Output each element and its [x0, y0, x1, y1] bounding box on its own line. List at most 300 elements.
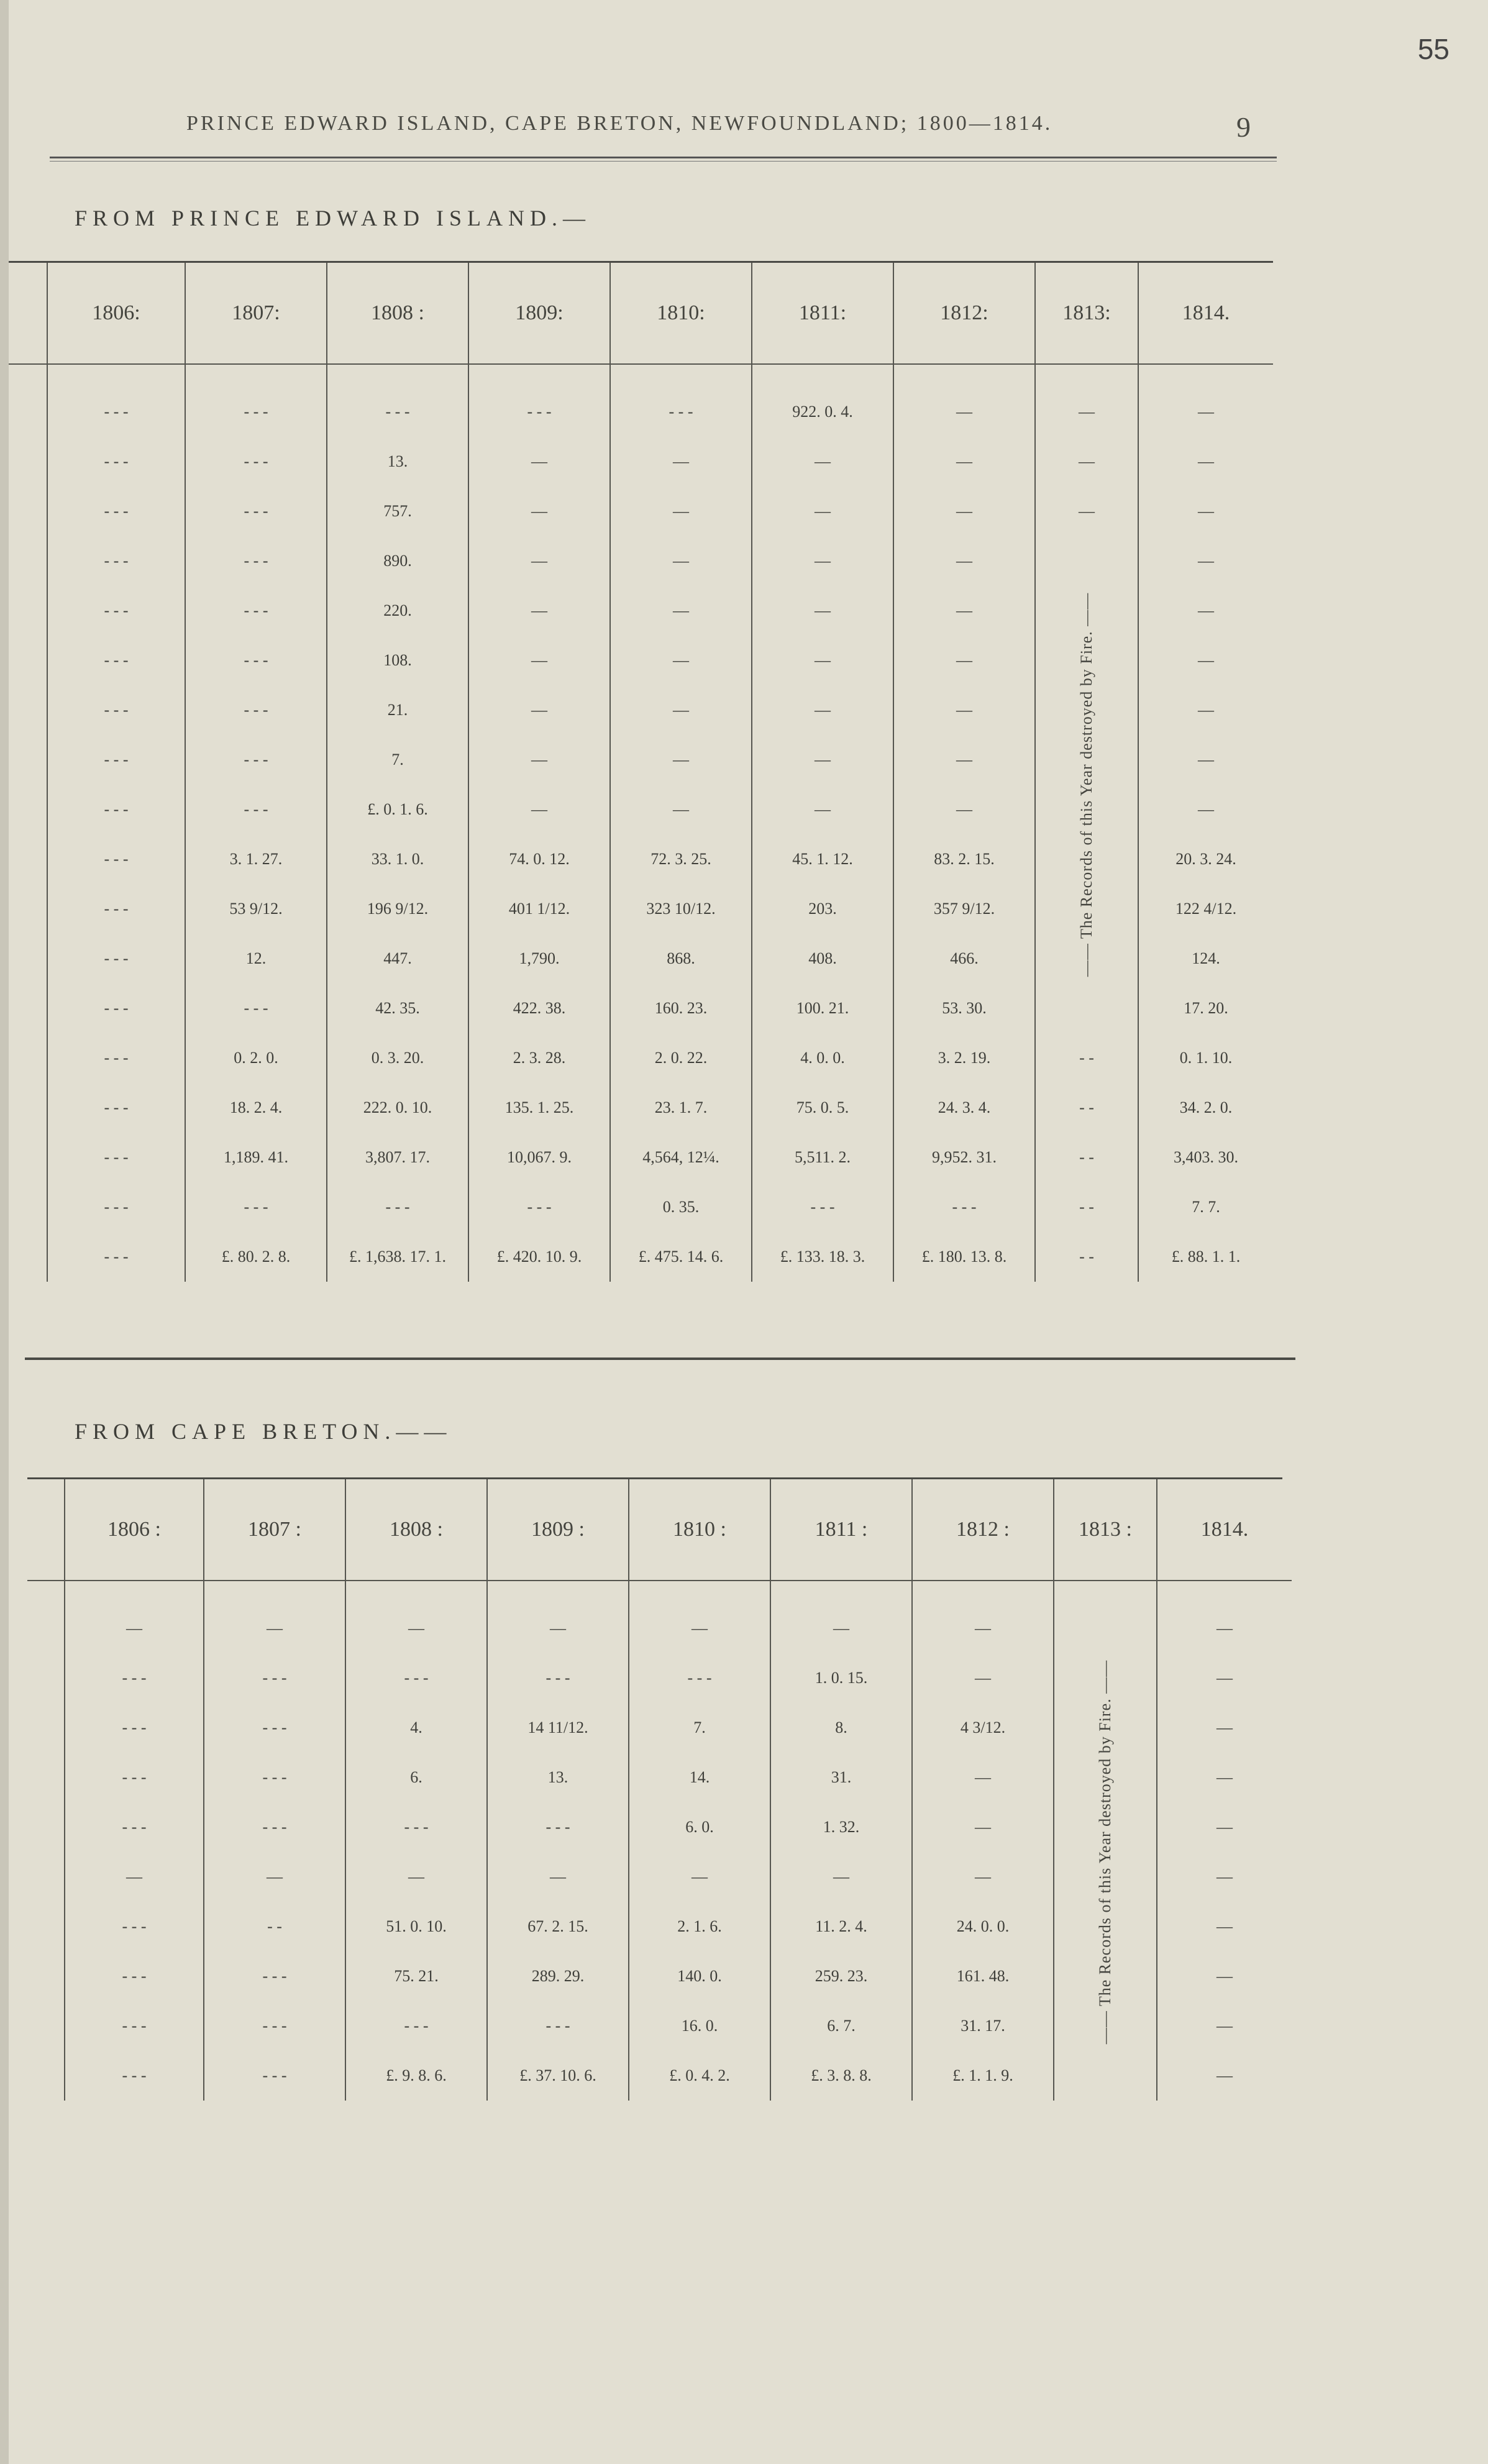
- table-cell: £. 133. 18. 3.: [752, 1232, 893, 1282]
- table-cell: —: [1035, 437, 1138, 486]
- table-cell: —: [629, 1604, 770, 1653]
- table-cell: [1054, 1604, 1157, 2101]
- row-margin: [9, 1182, 47, 1232]
- table-cell: —: [893, 387, 1035, 437]
- table-cell: - - -: [47, 486, 185, 536]
- table-row: [9, 437, 1273, 486]
- fire-note: —— The Records of this Year destroyed by Fire. ——: [1096, 1659, 1114, 2045]
- table-cell: —: [893, 536, 1035, 586]
- table-cell: —: [610, 486, 752, 536]
- table-cell: —: [468, 586, 610, 636]
- pei-header-row: [9, 263, 1273, 364]
- table-cell: —: [912, 1653, 1054, 1703]
- table-cell: - - -: [47, 586, 185, 636]
- spacer-cell: [610, 364, 752, 387]
- table-cell: £. 1. 1. 9.: [912, 2051, 1054, 2101]
- table-cell: - - -: [47, 437, 185, 486]
- table-cell: —: [1157, 1902, 1292, 1951]
- table-cell: —: [65, 1852, 204, 1902]
- table-cell: —: [1157, 1653, 1292, 1703]
- table-cell: - - -: [487, 1653, 629, 1703]
- row-margin: [9, 685, 47, 735]
- table-cell: - - -: [185, 735, 327, 785]
- table-cell: - -: [1035, 1033, 1138, 1083]
- row-margin: [27, 1604, 65, 1653]
- table-cell: [1035, 536, 1138, 1033]
- table-cell: 7.: [327, 735, 468, 785]
- table-cell: —: [1138, 387, 1273, 437]
- table-cell: 6. 0.: [629, 1802, 770, 1852]
- row-margin: [9, 1232, 47, 1282]
- table-cell: 3,403. 30.: [1138, 1133, 1273, 1182]
- table-row: [9, 1083, 1273, 1133]
- table-cell: —: [912, 1604, 1054, 1653]
- table-cell: —: [912, 1753, 1054, 1802]
- table-cell: —: [893, 785, 1035, 834]
- table-cell: 75. 21.: [345, 1951, 487, 2001]
- table-cell: - - -: [47, 735, 185, 785]
- table-row: [9, 1133, 1273, 1182]
- table-cell: 6.: [345, 1753, 487, 1802]
- page-edge-shadow: [0, 0, 9, 2464]
- table-row: [9, 536, 1273, 586]
- cb-table: [27, 1479, 1292, 2101]
- table-cell: 6. 7.: [770, 2001, 912, 2051]
- table-cell: - - -: [47, 387, 185, 437]
- table-cell: —: [893, 636, 1035, 685]
- spacer-cell: [1035, 364, 1138, 387]
- table-cell: £. 1,638. 17. 1.: [327, 1232, 468, 1282]
- head-rule: [50, 157, 1277, 162]
- table-cell: —: [1138, 685, 1273, 735]
- table-row: [9, 387, 1273, 437]
- table-cell: £. 0. 4. 2.: [629, 2051, 770, 2101]
- table-cell: 2. 1. 6.: [629, 1902, 770, 1951]
- year-header: 1809 :: [487, 1479, 629, 1581]
- year-header: 1808 :: [327, 263, 468, 364]
- year-header: 1813:: [1035, 263, 1138, 364]
- table-cell: - - -: [487, 1802, 629, 1852]
- table-cell: - - -: [327, 387, 468, 437]
- table-cell: —: [345, 1852, 487, 1902]
- running-head: PRINCE EDWARD ISLAND, CAPE BRETON, NEWFOUNDLAND; 1800—1814.: [186, 112, 1053, 135]
- row-margin: [9, 1133, 47, 1182]
- table-cell: —: [752, 486, 893, 536]
- row-margin: [9, 636, 47, 685]
- table-cell: 23. 1. 7.: [610, 1083, 752, 1133]
- table-cell: - - -: [185, 636, 327, 685]
- table-cell: 74. 0. 12.: [468, 834, 610, 884]
- table-cell: 42. 35.: [327, 983, 468, 1033]
- table-cell: - - -: [185, 536, 327, 586]
- table-cell: 922. 0. 4.: [752, 387, 893, 437]
- table-cell: - - -: [185, 1182, 327, 1232]
- table-cell: 18. 2. 4.: [185, 1083, 327, 1133]
- table-cell: —: [1138, 636, 1273, 685]
- table-cell: - - -: [185, 586, 327, 636]
- table-cell: 75. 0. 5.: [752, 1083, 893, 1133]
- table-cell: - - -: [487, 2001, 629, 2051]
- table-row: [9, 1182, 1273, 1232]
- table-cell: - - -: [204, 1951, 345, 2001]
- table-cell: - - -: [65, 1802, 204, 1852]
- table-cell: —: [893, 486, 1035, 536]
- table-cell: - -: [1035, 1133, 1138, 1182]
- table-cell: 11. 2. 4.: [770, 1902, 912, 1951]
- table-cell: - - -: [204, 1703, 345, 1753]
- table-cell: - - -: [47, 1182, 185, 1232]
- table-cell: £. 475. 14. 6.: [610, 1232, 752, 1282]
- table-cell: - - -: [204, 1753, 345, 1802]
- year-header: 1812:: [893, 263, 1035, 364]
- table-cell: - - -: [65, 1703, 204, 1753]
- table-cell: —: [912, 1802, 1054, 1852]
- blank-header: [9, 263, 47, 364]
- table-cell: 140. 0.: [629, 1951, 770, 2001]
- table-cell: - - -: [47, 785, 185, 834]
- table-cell: - - -: [47, 934, 185, 983]
- table-cell: 0. 1. 10.: [1138, 1033, 1273, 1083]
- table-cell: —: [468, 785, 610, 834]
- table-cell: 67. 2. 15.: [487, 1902, 629, 1951]
- table-cell: 100. 21.: [752, 983, 893, 1033]
- year-header: 1812 :: [912, 1479, 1054, 1581]
- table-cell: 122 4/12.: [1138, 884, 1273, 934]
- table-cell: - - -: [629, 1653, 770, 1703]
- table-cell: - - -: [47, 636, 185, 685]
- table-cell: —: [610, 437, 752, 486]
- table-cell: —: [752, 685, 893, 735]
- table-cell: - -: [1035, 1083, 1138, 1133]
- table-cell: 53 9/12.: [185, 884, 327, 934]
- spacer-cell: [327, 364, 468, 387]
- table-cell: 16. 0.: [629, 2001, 770, 2051]
- table-cell: —: [468, 536, 610, 586]
- table-cell: 466.: [893, 934, 1035, 983]
- table-cell: - - -: [204, 1653, 345, 1703]
- spacer-cell: [1157, 1581, 1292, 1604]
- table-cell: - - -: [47, 685, 185, 735]
- blank-header: [27, 1479, 65, 1581]
- row-margin: [27, 2051, 65, 2101]
- table-cell: - - -: [47, 1083, 185, 1133]
- table-cell: - - -: [752, 1182, 893, 1232]
- table-cell: 53. 30.: [893, 983, 1035, 1033]
- row-margin: [27, 1902, 65, 1951]
- table-cell: 3. 1. 27.: [185, 834, 327, 884]
- row-margin: [9, 834, 47, 884]
- table-cell: £. 3. 8. 8.: [770, 2051, 912, 2101]
- cb-header-row: [27, 1479, 1292, 1581]
- table-cell: —: [610, 685, 752, 735]
- table-cell: - - -: [185, 437, 327, 486]
- table-cell: —: [770, 1852, 912, 1902]
- spacer-cell: [65, 1581, 204, 1604]
- table-cell: 1,189. 41.: [185, 1133, 327, 1182]
- table-cell: 83. 2. 15.: [893, 834, 1035, 884]
- table-cell: 1. 32.: [770, 1802, 912, 1852]
- table-cell: —: [610, 586, 752, 636]
- table-cell: 196 9/12.: [327, 884, 468, 934]
- year-header: 1811:: [752, 263, 893, 364]
- table-cell: - - -: [893, 1182, 1035, 1232]
- table-cell: 222. 0. 10.: [327, 1083, 468, 1133]
- year-header: 1809:: [468, 263, 610, 364]
- row-margin: [9, 785, 47, 834]
- table-row: [9, 486, 1273, 536]
- table-cell: £. 80. 2. 8.: [185, 1232, 327, 1282]
- table-cell: 13.: [327, 437, 468, 486]
- table-cell: 0. 35.: [610, 1182, 752, 1232]
- row-margin: [9, 437, 47, 486]
- table-cell: 4. 0. 0.: [752, 1033, 893, 1083]
- table-cell: 0. 3. 20.: [327, 1033, 468, 1083]
- year-header: 1814.: [1138, 263, 1273, 364]
- table-cell: - - -: [65, 1902, 204, 1951]
- table-cell: 289. 29.: [487, 1951, 629, 2001]
- table-cell: - - -: [185, 685, 327, 735]
- table-cell: —: [1138, 536, 1273, 586]
- table-cell: 7.: [629, 1703, 770, 1753]
- table-cell: 3. 2. 19.: [893, 1033, 1035, 1083]
- table-cell: 3,807. 17.: [327, 1133, 468, 1182]
- table-cell: 447.: [327, 934, 468, 983]
- table-cell: 220.: [327, 586, 468, 636]
- table-cell: - - -: [65, 1951, 204, 2001]
- table-cell: 14.: [629, 1753, 770, 1802]
- table-cell: 34. 2. 0.: [1138, 1083, 1273, 1133]
- table-cell: —: [893, 735, 1035, 785]
- table-cell: - - -: [610, 387, 752, 437]
- table-row: [9, 1033, 1273, 1083]
- table-cell: - - -: [47, 1033, 185, 1083]
- year-header: 1807:: [185, 263, 327, 364]
- table-cell: —: [752, 735, 893, 785]
- table-cell: —: [1157, 1802, 1292, 1852]
- table-cell: 357 9/12.: [893, 884, 1035, 934]
- table-cell: - - -: [47, 536, 185, 586]
- row-margin: [27, 1653, 65, 1703]
- table-cell: 14 11/12.: [487, 1703, 629, 1753]
- table-cell: 4,564, 12¼.: [610, 1133, 752, 1182]
- table-cell: 31. 17.: [912, 2001, 1054, 2051]
- table-cell: —: [1157, 1604, 1292, 1653]
- table-cell: - - -: [185, 387, 327, 437]
- table-cell: —: [1157, 2051, 1292, 2101]
- table-cell: 408.: [752, 934, 893, 983]
- spacer-cell: [204, 1581, 345, 1604]
- table-cell: —: [610, 785, 752, 834]
- table-cell: £. 9. 8. 6.: [345, 2051, 487, 2101]
- row-margin: [27, 1802, 65, 1852]
- table-cell: —: [1157, 1703, 1292, 1753]
- table-cell: 17. 20.: [1138, 983, 1273, 1033]
- table-cell: —: [468, 685, 610, 735]
- table-cell: - - -: [327, 1182, 468, 1232]
- table-cell: - - -: [345, 1653, 487, 1703]
- table-cell: 5,511. 2.: [752, 1133, 893, 1182]
- table-cell: —: [893, 685, 1035, 735]
- table-cell: 12.: [185, 934, 327, 983]
- table-cell: - - -: [468, 387, 610, 437]
- table-cell: - - -: [65, 1653, 204, 1703]
- table-cell: —: [1157, 2001, 1292, 2051]
- table-cell: —: [204, 1604, 345, 1653]
- table-cell: 422. 38.: [468, 983, 610, 1033]
- table-cell: —: [1138, 437, 1273, 486]
- cb-section-heading: FROM CAPE BRETON.——: [75, 1419, 452, 1444]
- table-cell: - -: [204, 1902, 345, 1951]
- table-cell: - - -: [204, 1802, 345, 1852]
- table-cell: —: [752, 437, 893, 486]
- spacer-cell: [1054, 1581, 1157, 1604]
- table-cell: - -: [1035, 1182, 1138, 1232]
- spacer-cell: [468, 364, 610, 387]
- fire-note: —— The Records of this Year destroyed by Fire. ——: [1077, 592, 1095, 977]
- table-cell: 31.: [770, 1753, 912, 1802]
- table-cell: - -: [1035, 1232, 1138, 1282]
- table-cell: 4.: [345, 1703, 487, 1753]
- table-cell: 259. 23.: [770, 1951, 912, 2001]
- table-cell: 757.: [327, 486, 468, 536]
- table-cell: - - -: [345, 2001, 487, 2051]
- table-cell: - - -: [47, 834, 185, 884]
- table-cell: 33. 1. 0.: [327, 834, 468, 884]
- row-margin: [9, 486, 47, 536]
- table-row: [27, 1604, 1292, 1653]
- pei-table: [9, 263, 1273, 1282]
- table-cell: - - -: [345, 1802, 487, 1852]
- row-margin: [9, 536, 47, 586]
- year-header: 1806:: [47, 263, 185, 364]
- year-header: 1808 :: [345, 1479, 487, 1581]
- table-cell: 24. 0. 0.: [912, 1902, 1054, 1951]
- row-margin: [27, 1753, 65, 1802]
- spacer-cell: [752, 364, 893, 387]
- table-cell: —: [610, 636, 752, 685]
- row-margin: [9, 586, 47, 636]
- table-cell: —: [610, 735, 752, 785]
- table-cell: —: [610, 536, 752, 586]
- year-header: 1814.: [1157, 1479, 1292, 1581]
- row-margin: [27, 1852, 65, 1902]
- table-cell: 8.: [770, 1703, 912, 1753]
- pei-section-heading: FROM PRINCE EDWARD ISLAND.—: [75, 206, 591, 230]
- table-cell: —: [752, 536, 893, 586]
- table-cell: 0. 2. 0.: [185, 1033, 327, 1083]
- table-cell: 24. 3. 4.: [893, 1083, 1035, 1133]
- table-cell: 135. 1. 25.: [468, 1083, 610, 1133]
- year-header: 1806 :: [65, 1479, 204, 1581]
- table-cell: 161. 48.: [912, 1951, 1054, 2001]
- table-cell: —: [1138, 735, 1273, 785]
- table-cell: 20. 3. 24.: [1138, 834, 1273, 884]
- table-cell: —: [1035, 486, 1138, 536]
- table-cell: - - -: [65, 1753, 204, 1802]
- table-cell: 13.: [487, 1753, 629, 1802]
- table-cell: - - -: [204, 2051, 345, 2101]
- table-cell: £. 420. 10. 9.: [468, 1232, 610, 1282]
- table-cell: —: [468, 735, 610, 785]
- spacer-cell: [770, 1581, 912, 1604]
- table-cell: - - -: [185, 486, 327, 536]
- row-margin: [9, 934, 47, 983]
- table-cell: 108.: [327, 636, 468, 685]
- table-cell: 10,067. 9.: [468, 1133, 610, 1182]
- table-cell: £. 88. 1. 1.: [1138, 1232, 1273, 1282]
- pei-table-bottom-rule: [25, 1357, 1295, 1360]
- table-cell: 323 10/12.: [610, 884, 752, 934]
- table-cell: £. 0. 1. 6.: [327, 785, 468, 834]
- spacer-cell: [345, 1581, 487, 1604]
- table-cell: 203.: [752, 884, 893, 934]
- table-cell: - - -: [47, 884, 185, 934]
- table-cell: 9,952. 31.: [893, 1133, 1035, 1182]
- row-margin: [9, 387, 47, 437]
- table-cell: £. 180. 13. 8.: [893, 1232, 1035, 1282]
- table-cell: —: [1138, 785, 1273, 834]
- table-cell: —: [893, 586, 1035, 636]
- row-margin: [9, 1083, 47, 1133]
- year-header: 1810:: [610, 263, 752, 364]
- table-cell: 21.: [327, 685, 468, 735]
- table-cell: —: [204, 1852, 345, 1902]
- table-cell: - - -: [468, 1182, 610, 1232]
- spacer-cell: [185, 364, 327, 387]
- table-cell: 890.: [327, 536, 468, 586]
- table-cell: 1. 0. 15.: [770, 1653, 912, 1703]
- table-cell: —: [345, 1604, 487, 1653]
- table-cell: 1,790.: [468, 934, 610, 983]
- table-cell: 72. 3. 25.: [610, 834, 752, 884]
- table-cell: £. 37. 10. 6.: [487, 2051, 629, 2101]
- year-header: 1813 :: [1054, 1479, 1157, 1581]
- spacer-cell: [9, 364, 47, 387]
- table-cell: 7. 7.: [1138, 1182, 1273, 1232]
- table-cell: - - -: [47, 983, 185, 1033]
- table-cell: —: [1157, 1852, 1292, 1902]
- table-cell: 45. 1. 12.: [752, 834, 893, 884]
- row-margin: [9, 1033, 47, 1083]
- row-margin: [27, 1703, 65, 1753]
- table-cell: - - -: [47, 1232, 185, 1282]
- year-header: 1807 :: [204, 1479, 345, 1581]
- table-cell: —: [912, 1852, 1054, 1902]
- table-cell: - - -: [65, 2001, 204, 2051]
- table-cell: - - -: [47, 1133, 185, 1182]
- table-cell: —: [1138, 486, 1273, 536]
- table-cell: —: [1138, 586, 1273, 636]
- table-cell: 51. 0. 10.: [345, 1902, 487, 1951]
- table-cell: —: [468, 437, 610, 486]
- year-header: 1810 :: [629, 1479, 770, 1581]
- spacer-cell: [893, 364, 1035, 387]
- table-cell: —: [752, 586, 893, 636]
- table-cell: —: [65, 1604, 204, 1653]
- table-cell: —: [1157, 1753, 1292, 1802]
- row-margin: [27, 2001, 65, 2051]
- table-cell: - - -: [185, 785, 327, 834]
- table-cell: —: [468, 486, 610, 536]
- table-cell: —: [487, 1852, 629, 1902]
- table-cell: —: [487, 1604, 629, 1653]
- spacer-cell: [47, 364, 185, 387]
- table-cell: —: [752, 636, 893, 685]
- row-margin: [27, 1951, 65, 2001]
- spacer-cell: [912, 1581, 1054, 1604]
- table-cell: —: [770, 1604, 912, 1653]
- row-margin: [9, 983, 47, 1033]
